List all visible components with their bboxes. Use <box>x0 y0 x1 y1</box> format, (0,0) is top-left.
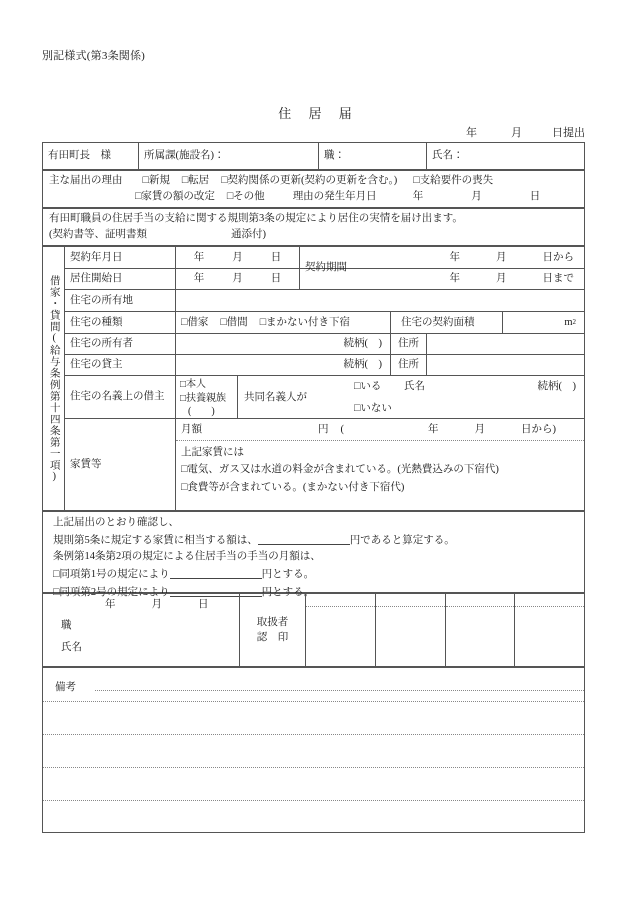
handler-stamp-label: 取扱者 認 印 <box>239 594 305 666</box>
addressee-block <box>42 142 585 170</box>
confirm-line2-suffix: 円であると算定する。 <box>349 534 455 546</box>
move-in-value[interactable]: 年 月 日 <box>175 269 299 289</box>
period-label: 契約期間 <box>299 247 399 289</box>
rent-includes-meals[interactable]: □食費等が含まれている。(まかない付き下宿代) <box>181 481 405 493</box>
attachment-suffix[interactable]: 通添付) <box>231 229 266 241</box>
lessor-address-label: 住所 <box>390 355 426 375</box>
stamp-cell-3[interactable] <box>445 594 515 666</box>
owner-label: 住宅の所有者 <box>70 338 133 350</box>
confirm-option-item2[interactable]: □同項第2号の規定により <box>53 586 170 598</box>
confirm-line-2 <box>53 531 578 549</box>
statute-line-2 <box>49 227 578 243</box>
rent-equivalent-input[interactable] <box>258 531 350 545</box>
owner-address-label: 住所 <box>390 334 426 354</box>
remarks-block <box>42 667 585 833</box>
reason-option-other[interactable]: □その他 <box>226 191 265 203</box>
confirm-line5-suffix: 円とする。 <box>261 586 315 598</box>
rent-includes-area <box>176 440 584 510</box>
remarks-row-3[interactable] <box>43 734 584 767</box>
lessee-options[interactable] <box>175 376 237 418</box>
signature-left <box>43 594 239 666</box>
period-to[interactable]: 年 月 日まで <box>449 273 574 285</box>
occurrence-label: 理由の発生年月日 <box>292 191 377 203</box>
reason-line-1 <box>49 173 578 189</box>
submit-year: 年 <box>466 127 477 139</box>
confirmation-block <box>42 511 585 598</box>
lessee-label: 住宅の名義上の借主 <box>70 391 165 403</box>
owner-relation[interactable]: 続柄( ) <box>175 334 390 354</box>
period-from[interactable]: 年 月 日から <box>449 251 574 263</box>
reason-line-2 <box>49 189 578 205</box>
area-unit-sup: 2 <box>572 318 576 327</box>
position-field[interactable]: 職： <box>318 143 426 169</box>
owner-address-value[interactable] <box>426 334 584 354</box>
reason-label: 主な届出の理由 <box>49 175 123 186</box>
move-in-label: 居住開始日 <box>70 273 123 285</box>
reason-block <box>42 170 585 208</box>
contract-date-value[interactable]: 年 月 日 <box>175 247 299 268</box>
statute-block <box>42 208 585 246</box>
stamp-cell-4[interactable] <box>514 594 584 666</box>
reason-option-rent-change[interactable]: □家賃の額の改定 <box>135 191 215 203</box>
rent-monthly-row[interactable] <box>176 419 584 440</box>
occurrence-day[interactable]: 日 <box>529 191 541 203</box>
remarks-label: 備考 <box>55 682 76 693</box>
joint-no[interactable]: □いない <box>354 403 392 414</box>
stamp-cell-1[interactable] <box>305 594 375 666</box>
reason-option-move[interactable]: □転居 <box>181 175 210 186</box>
reason-option-loss[interactable]: □支給要件の喪失 <box>413 175 494 186</box>
rent-from-year[interactable]: 年 <box>428 423 439 435</box>
confirm-option-item1[interactable]: □同項第1号の規定により <box>53 568 170 580</box>
lessor-relation[interactable]: 続柄( ) <box>175 355 390 375</box>
addressee-to: 有田町長 様 <box>48 150 111 162</box>
occurrence-year[interactable]: 年 <box>412 191 424 203</box>
joint-holder-area <box>237 376 584 418</box>
lessor-label: 住宅の貸主 <box>70 359 123 371</box>
lessee-option-dependent[interactable]: □扶養親族 <box>180 392 227 404</box>
type-option-boarding[interactable]: □まかない付き下宿 <box>259 316 351 328</box>
signature-block <box>42 593 585 667</box>
confirm-line4-suffix: 円とする。 <box>261 568 315 580</box>
occurrence-month[interactable]: 月 <box>471 191 482 203</box>
submit-month: 月 <box>511 127 522 139</box>
type-option-rental-house[interactable]: □借家 <box>181 316 209 328</box>
remarks-row-2[interactable] <box>43 701 584 734</box>
type-label: 住宅の種類 <box>70 316 123 328</box>
signature-name-label[interactable]: 氏名 <box>61 642 82 653</box>
joint-name-label[interactable]: 氏名 <box>404 381 425 392</box>
contract-date-label: 契約年月日 <box>70 251 123 263</box>
rent-monthly-label: 月額 <box>181 423 202 435</box>
reason-option-new[interactable]: □新規 <box>142 175 170 186</box>
rent-currency: 円 <box>318 423 329 435</box>
page-title: 住 居 届 <box>278 106 359 121</box>
joint-label: 共同名義人が <box>244 392 307 403</box>
area-label: 住宅の契約面積 <box>390 312 502 333</box>
submission-date <box>466 124 585 140</box>
location-label: 住宅の所有地 <box>70 294 133 306</box>
joint-relation[interactable]: 続柄( ) <box>537 381 576 392</box>
area-value[interactable] <box>502 312 584 333</box>
signature-date[interactable]: 年 月 日 <box>105 599 209 610</box>
lessor-address-value[interactable] <box>426 355 584 375</box>
lessee-option-self[interactable]: □本人 <box>180 379 207 390</box>
remarks-row-4[interactable] <box>43 767 584 800</box>
submit-day: 日提出 <box>552 127 585 139</box>
allowance-item1-input[interactable] <box>170 565 262 579</box>
rent-from-month[interactable]: 月 <box>474 423 485 435</box>
attachment-prefix: (契約書等、証明書類 <box>49 229 147 241</box>
remarks-row-1[interactable] <box>43 668 584 701</box>
department-field[interactable]: 所属課(施設名)： <box>138 143 318 169</box>
lease-table <box>42 246 585 511</box>
form-code: 別記様式(第3条関係) <box>42 50 146 62</box>
statute-line-1: 有田町職員の住居手当の支給に関する規則第3条の規定により居住の実情を届け出ます。 <box>49 213 463 224</box>
type-option-rental-room[interactable]: □借間 <box>220 316 248 328</box>
rent-includes-label: 上記家賃には <box>181 447 244 458</box>
location-value[interactable] <box>175 290 584 311</box>
type-options[interactable] <box>175 312 390 333</box>
lease-vertical-label: 借家・貸間(給与条例第十四条第一項) <box>43 247 65 510</box>
rent-includes-utilities[interactable]: □電気、ガス又は水道の料金が含まれている。(光熱費込みの下宿代) <box>181 464 499 476</box>
lessee-option-paren[interactable]: ( ) <box>188 406 215 417</box>
area-unit: m <box>564 316 573 328</box>
name-field[interactable]: 氏名： <box>426 143 584 169</box>
signature-position-label[interactable]: 職 <box>61 620 72 631</box>
remarks-row-5[interactable] <box>43 800 584 833</box>
rent-label: 家賃等 <box>70 458 102 470</box>
confirm-line2-prefix: 規則第5条に規定する家賃に相当する額は、 <box>53 534 258 546</box>
confirm-line-3: 条例第14条第2項の規定による住居手当の手当の月額は、 <box>53 550 321 562</box>
rent-from-open: ( <box>340 423 344 435</box>
rent-from-day[interactable]: 日から) <box>521 423 556 435</box>
confirm-line-1: 上記届出のとおり確認し、 <box>53 517 179 528</box>
stamp-cell-2[interactable] <box>375 594 445 666</box>
reason-option-renewal[interactable]: □契約関係の更新(契約の更新を含む。) <box>221 175 398 186</box>
confirm-line-4 <box>53 565 578 583</box>
joint-yes[interactable]: □いる <box>354 381 382 392</box>
remarks-rule-1 <box>95 690 584 691</box>
